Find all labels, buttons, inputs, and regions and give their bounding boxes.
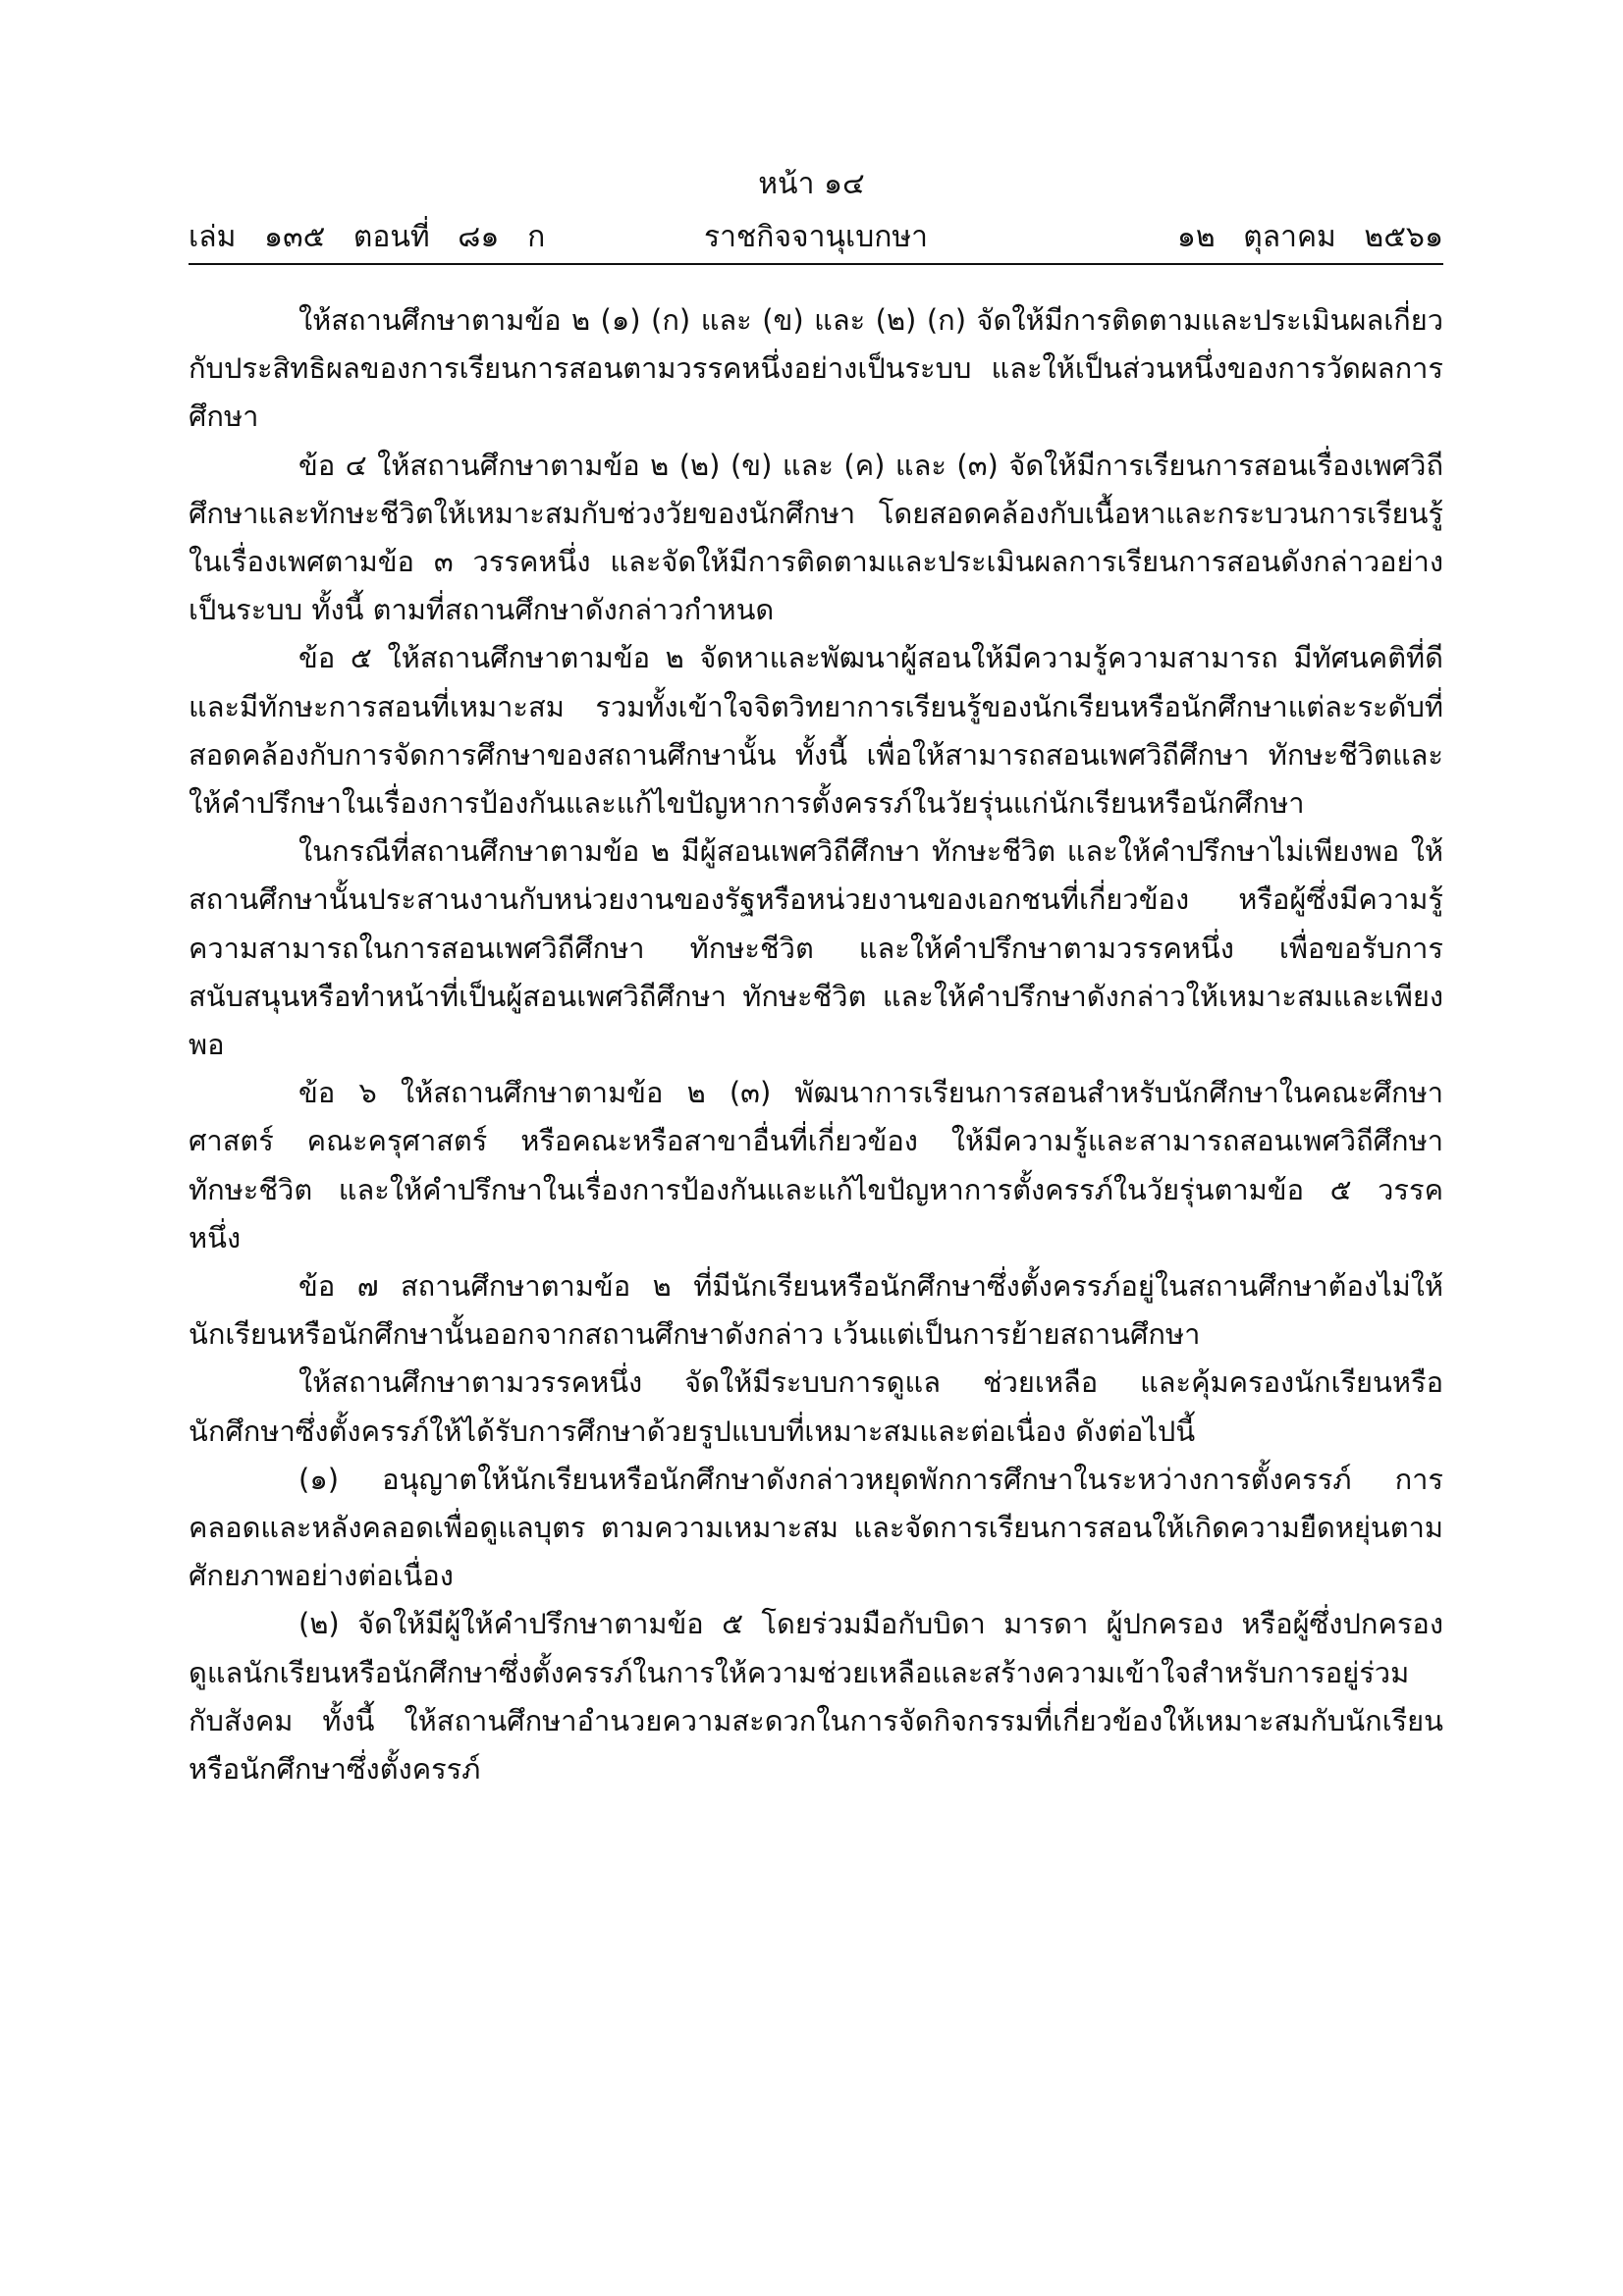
volume-info: เล่ม ๑๓๕ ตอนที่ ๘๑ ก — [189, 220, 546, 254]
paragraph: ข้อ ๗ สถานศึกษาตามข้อ ๒ ที่มีนักเรียนหรือนักศึกษาซึ่งตั้งครรภ์อยู่ในสถานศึกษาต้องไม่ให้นักเรียนหรือนักศึกษานั้นออกจากสถานศึกษาดังกล่าว เว้นแต่เป็นการย้ายสถานศึกษา — [189, 1269, 1443, 1352]
paragraph: ข้อ ๔ ให้สถานศึกษาตามข้อ ๒ (๒) (ข) และ (ค) และ (๓) จัดให้มีการเรียนการสอนเรื่องเพศวิถีศึกษาและทักษะชีวิตให้เหมาะสมกับช่วงวัยของนักศึกษา โดยสอดคล้องกับเนื้อหาและกระบวนการเรียนรู้ในเรื่องเพศตามข้อ ๓ วรรคหนึ่ง และจัดให้มีการติดตามและประเมินผลการเรียนการสอนดังกล่าวอย่างเป็นระบบ ทั้งนี้ ตามที่สถานศึกษาดังกล่าวกำหนด — [189, 448, 1443, 627]
paragraph: (๑) อนุญาตให้นักเรียนหรือนักศึกษาดังกล่าวหยุดพักการศึกษาในระหว่างการตั้งครรภ์ การคลอดและหลังคลอดเพื่อดูแลบุตร ตามความเหมาะสม และจัดการเรียนการสอนให้เกิดความยืดหยุ่นตามศักยภาพอย่างต่อเนื่อง — [189, 1462, 1443, 1593]
paragraph: ข้อ ๖ ให้สถานศึกษาตามข้อ ๒ (๓) พัฒนาการเรียนการสอนสำหรับนักศึกษาในคณะศึกษาศาสตร์ คณะครุศาสตร์ หรือคณะหรือสาขาอื่นที่เกี่ยวข้อง ให้มีความรู้และสามารถสอนเพศวิถีศึกษา ทักษะชีวิต และให้คำปรึกษาในเรื่องการป้องกันและแก้ไขปัญหาการตั้งครรภ์ในวัยรุ่นตามข้อ ๕ วรรคหนึ่ง — [189, 1076, 1443, 1255]
paragraph: ข้อ ๕ ให้สถานศึกษาตามข้อ ๒ จัดหาและพัฒนาผู้สอนให้มีความรู้ความสามารถ มีทัศนคติที่ดีและมีทักษะการสอนที่เหมาะสม รวมทั้งเข้าใจจิตวิทยาการเรียนรู้ของนักเรียนหรือนักศึกษาแต่ละระดับที่สอดคล้องกับการจัดการศึกษาของสถานศึกษานั้น ทั้งนี้ เพื่อให้สามารถสอนเพศวิถีศึกษา ทักษะชีวิตและให้คำปรึกษาในเรื่องการป้องกันและแก้ไขปัญหาการตั้งครรภ์ในวัยรุ่นแก่นักเรียนหรือนักศึกษา — [189, 641, 1443, 821]
document-body — [189, 296, 1443, 1793]
paragraph: ในกรณีที่สถานศึกษาตามข้อ ๒ มีผู้สอนเพศวิถีศึกษา ทักษะชีวิต และให้คำปรึกษาไม่เพียงพอ ให้สถานศึกษานั้นประสานงานกับหน่วยงานของรัฐหรือหน่วยงานของเอกชนที่เกี่ยวข้อง หรือผู้ซึ่งมีความรู้ความสามารถในการสอนเพศวิถีศึกษา ทักษะชีวิต และให้คำปรึกษาตามวรรคหนึ่ง เพื่อขอรับการสนับสนุนหรือทำหน้าที่เป็นผู้สอนเพศวิถีศึกษา ทักษะชีวิต และให้คำปรึกษาดังกล่าวให้เหมาะสมและเพียงพอ — [189, 834, 1443, 1062]
paragraph: (๒) จัดให้มีผู้ให้คำปรึกษาตามข้อ ๕ โดยร่วมมือกับบิดา มารดา ผู้ปกครอง หรือผู้ซึ่งปกครองดูแลนักเรียนหรือนักศึกษาซึ่งตั้งครรภ์ในการให้ความช่วยเหลือและสร้างความเข้าใจสำหรับการอยู่ร่วมกับสังคม ทั้งนี้ ให้สถานศึกษาอำนวยความสะดวกในการจัดกิจกรรมที่เกี่ยวข้องให้เหมาะสมกับนักเรียนหรือนักศึกษาซึ่งตั้งครรภ์ — [189, 1607, 1443, 1787]
paragraph: ให้สถานศึกษาตามวรรคหนึ่ง จัดให้มีระบบการดูแล ช่วยเหลือ และคุ้มครองนักเรียนหรือนักศึกษาซึ่งตั้งครรภ์ให้ได้รับการศึกษาด้วยรูปแบบที่เหมาะสมและต่อเนื่อง ดังต่อไปนี้ — [189, 1365, 1443, 1448]
publication-date: ๑๒ ตุลาคม ๒๕๖๑ — [1176, 220, 1443, 254]
header-divider — [189, 263, 1443, 265]
paragraph: ให้สถานศึกษาตามข้อ ๒ (๑) (ก) และ (ข) และ (๒) (ก) จัดให้มีการติดตามและประเมินผลเกี่ยวกับประสิทธิผลของการเรียนการสอนตามวรรคหนึ่งอย่างเป็นระบบ และให้เป็นส่วนหนึ่งของการวัดผลการศึกษา — [189, 303, 1443, 434]
gazette-header — [189, 218, 1443, 261]
page-number: หน้า ๑๔ — [758, 167, 865, 201]
publication-title: ราชกิจจานุเบกษา — [703, 220, 929, 254]
